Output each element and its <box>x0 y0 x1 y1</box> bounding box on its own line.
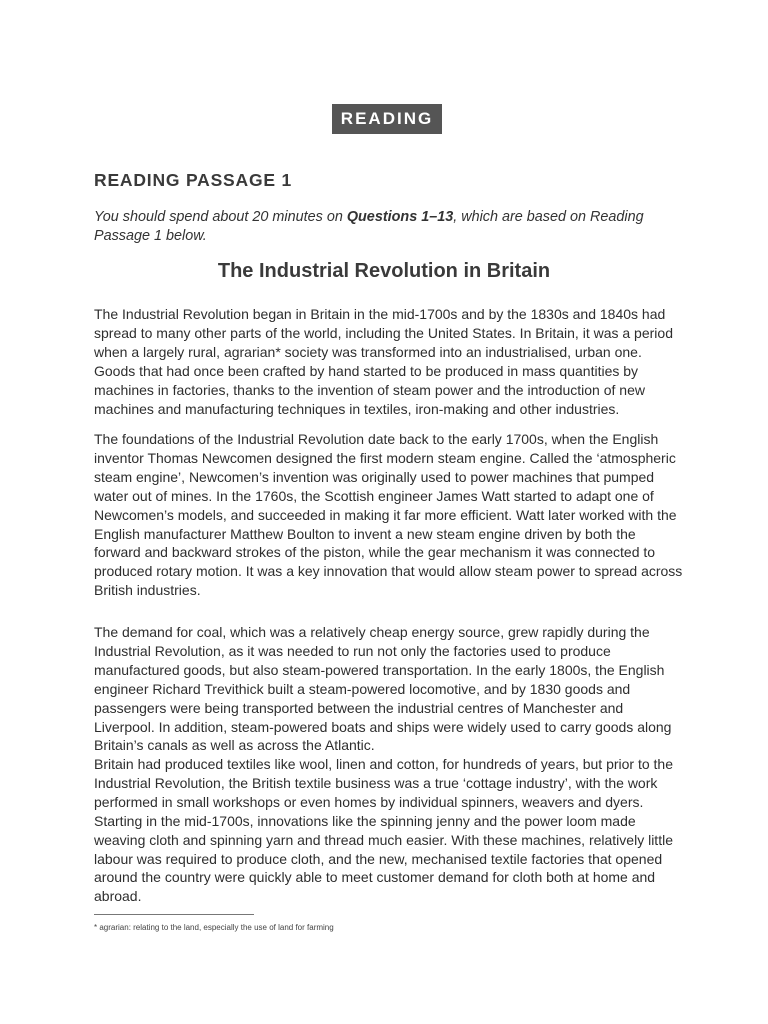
footnote-agrarian: * agrarian: relating to the land, especially the use of land for farming <box>94 923 334 932</box>
paragraph-2: The foundations of the Industrial Revolution date back to the early 1700s, when the English inventor Thomas Newcomen designed the first modern steam engine. Called the ‘atmospheric steam engine’, Newcomen’s invention was originally used to power machines that pumped water out of mines. In the 1760s, the Scottish engineer James Watt started to adapt one of Newcomen’s models, and succeeded in making it far more efficient. Watt later worked with the English manufacturer Matthew Boulton to invent a new steam engine driven by both the forward and backward strokes of the piston, while the gear mechanism it was connected to produced rotary motion. It was a key innovation that would allow steam power to spread across British industries. <box>94 431 683 599</box>
paragraph-1: The Industrial Revolution began in Britain in the mid-1700s and by the 1830s and 1840s had spread to many other parts of the world, including the United States. In Britain, it was a period when a largely rural, agrarian* society was transformed into an industrialised, urban one. Goods that had once been crafted by hand started to be produced in mass quantities by machines in factories, thanks to the invention of steam power and the introduction of new machines and manufacturing techniques in textiles, iron-making and other industries. <box>94 306 673 417</box>
section-label-badge: READING <box>332 104 442 134</box>
paragraph-3: The demand for coal, which was a relatively cheap energy source, grew rapidly during the Industrial Revolution, as it was needed to run not only the factories used to produce manufactured goods, but also steam-powered transportation. In the early 1800s, the English engineer Richard Trevithick built a steam-powered locomotive, and by 1830 goods and passengers were being transported between the industrial centres of Manchester and Liverpool. In addition, steam-powered boats and ships were widely used to carry goods along Britain’s canals as well as across the Atlantic. <box>94 624 672 754</box>
passage-heading: READING PASSAGE 1 <box>94 170 293 190</box>
footnote-divider <box>94 914 254 915</box>
passage-instruction <box>94 208 694 246</box>
article-title: The Industrial Revolution in Britain <box>217 260 551 282</box>
instruction-text-start: You should spend about 20 minutes on <box>94 209 347 225</box>
instruction-questions-range: Questions 1–13 <box>346 209 454 225</box>
paragraph-4: Britain had produced textiles like wool, linen and cotton, for hundreds of years, but prior to the Industrial Revolution, the British textile business was a true ‘cottage industry’, with the work performed in small workshops or even homes by individual spinners, weavers and dyers. Starting in the mid-1700s, innovations like the spinning jenny and the power loom made weaving cloth and spinning yarn and thread much easier. With these machines, relatively little labour was required to produce cloth, and the new, mechanised textile factories that opened around the country were quickly able to meet customer demand for cloth both at home and abroad. <box>94 756 674 905</box>
instruction-text-end: , which are based on Reading Passage 1 below. <box>94 209 644 244</box>
